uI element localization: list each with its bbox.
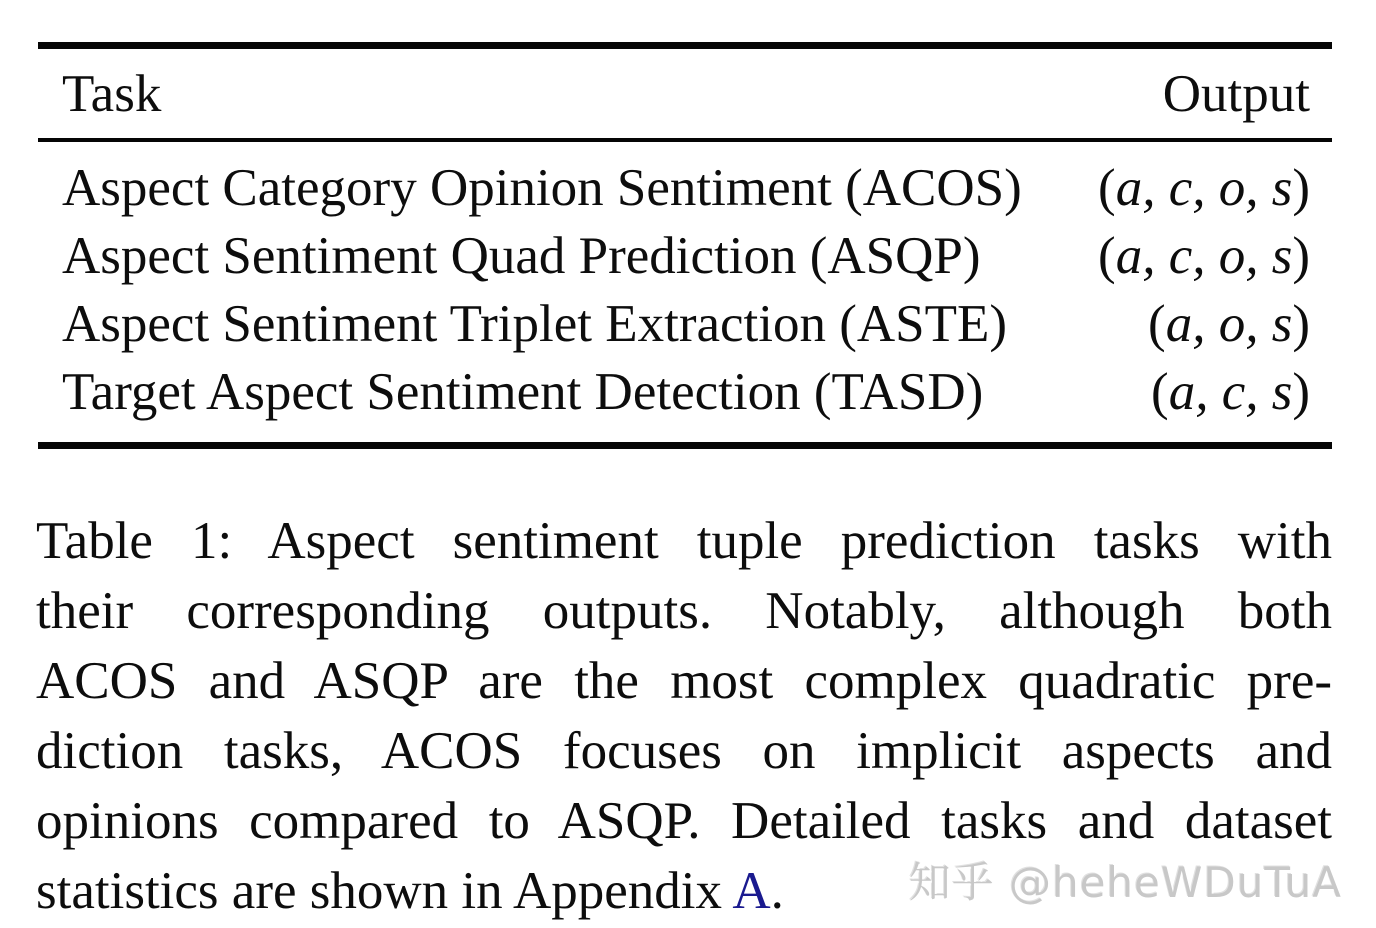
column-header-task: Task <box>62 64 162 123</box>
caption-line: their corresponding outputs. Notably, although both <box>36 582 1332 640</box>
table-header-row <box>38 49 1332 138</box>
output-tuple <box>1148 290 1310 358</box>
tuple-vars: a, c, o, s <box>1115 159 1293 217</box>
appendix-a-link[interactable]: A <box>732 862 771 920</box>
zhihu-watermark: 知乎 @heheWDuTuA <box>908 858 1342 907</box>
task-name: Aspect Sentiment Quad Prediction (ASQP) <box>62 227 981 285</box>
caption-text: statistics are shown in Appendix <box>36 862 733 920</box>
paren-open: ( <box>1098 159 1116 217</box>
caption-line: Table 1: Aspect sentiment tuple prediction tasks with <box>36 512 1332 570</box>
table-body <box>38 142 1332 442</box>
caption-line: opinions compared to ASQP. Detailed tasks and dataset <box>36 792 1332 850</box>
paper-table <box>38 42 1332 449</box>
caption-line: diction tasks, ACOS focuses on implicit aspects and <box>36 722 1332 780</box>
output-tuple <box>1098 154 1310 222</box>
table-row <box>62 358 1310 426</box>
output-tuple <box>1151 358 1310 426</box>
paren-open: ( <box>1098 227 1116 285</box>
table-row <box>62 222 1310 290</box>
table-top-rule <box>38 42 1332 49</box>
paren-close: ) <box>1292 363 1310 421</box>
table-bottom-rule <box>38 442 1332 449</box>
paren-close: ) <box>1292 227 1310 285</box>
task-name: Target Aspect Sentiment Detection (TASD) <box>62 363 984 421</box>
output-tuple <box>1098 222 1310 290</box>
tuple-vars: a, o, s <box>1165 295 1293 353</box>
caption-line: ACOS and ASQP are the most complex quadratic pre- <box>36 652 1332 710</box>
tuple-vars: a, c, s <box>1168 363 1293 421</box>
paren-close: ) <box>1292 295 1310 353</box>
column-header-output: Output <box>1162 64 1310 123</box>
paren-open: ( <box>1151 363 1169 421</box>
paren-close: ) <box>1292 159 1310 217</box>
tuple-vars: a, c, o, s <box>1115 227 1293 285</box>
task-name: Aspect Category Opinion Sentiment (ACOS) <box>62 159 1022 217</box>
table-row <box>62 154 1310 222</box>
paren-open: ( <box>1148 295 1166 353</box>
caption-text: . <box>770 862 784 920</box>
table-row <box>62 290 1310 358</box>
task-name: Aspect Sentiment Triplet Extraction (ASTE) <box>62 295 1008 353</box>
